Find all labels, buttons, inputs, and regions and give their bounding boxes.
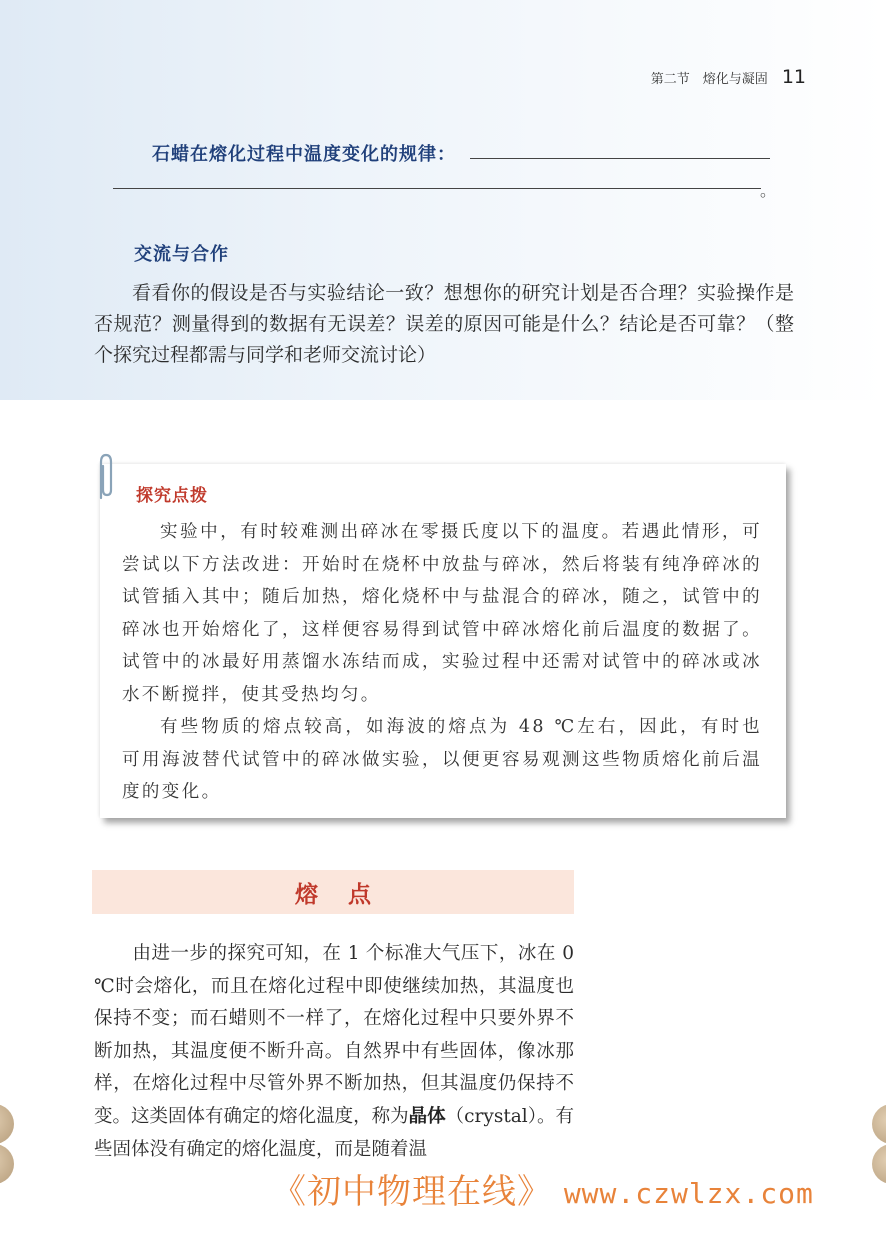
section-heading: 熔点 bbox=[295, 881, 401, 908]
watermark bbox=[272, 1164, 814, 1213]
bold-term-crystal: 晶体 bbox=[408, 1105, 446, 1127]
watermark-name: 《初中物理在线》 bbox=[272, 1172, 552, 1212]
main-body-text bbox=[94, 938, 574, 1166]
rule-prompt: 石蜡在熔化过程中温度变化的规律： bbox=[152, 144, 456, 165]
margin-decoration-circle bbox=[0, 1104, 14, 1144]
margin-decoration-circle bbox=[872, 1144, 886, 1184]
watermark-url: www.czwlzx.com bbox=[563, 1177, 814, 1210]
paperclip-icon bbox=[93, 452, 119, 500]
exchange-title: 交流与合作 bbox=[134, 244, 229, 265]
answer-blank-line-2 bbox=[113, 188, 761, 189]
tip-paragraph: 有些物质的熔点较高，如海波的熔点为 48 ℃左右，因此，有时也可用海波替代试管中的碎冰做实验，以便更容易观测这些物质熔化前后温度的变化。 bbox=[122, 717, 762, 802]
exchange-body: 看看你的假设是否与实验结论一致？想想你的研究计划是否合理？实验操作是否规范？测量得到的数据有无误差？误差的原因可能是什么？结论是否可靠？（整个探究过程都需与同学和老师交流讨论） bbox=[94, 282, 794, 366]
section-header-title: 第二节 熔化与凝固 bbox=[650, 72, 768, 87]
tip-title: 探究点拨 bbox=[136, 486, 208, 506]
tip-paragraph: 实验中，有时较难测出碎冰在零摄氏度以下的温度。若遇此情形，可尝试以下方法改进：开始时在烧杯中放盐与碎冰，然后将装有纯净碎冰的试管插入其中；随后加热，熔化烧杯中与盐混合的碎冰，随之，试管中的碎冰也开始熔化了，这样便容易得到试管中碎冰熔化前后温度的数据了。试管中的冰最好用蒸馏水冻结而成，实验过程中还需对试管中的碎冰或冰水不断搅拌，使其受热均匀。 bbox=[122, 522, 762, 705]
margin-decoration-circle bbox=[872, 1104, 886, 1144]
answer-blank-line-1 bbox=[470, 158, 770, 159]
answer-end-mark: 。 bbox=[760, 181, 777, 200]
margin-decoration-circle bbox=[0, 1144, 14, 1184]
page-header bbox=[651, 66, 806, 88]
tip-body bbox=[122, 516, 762, 809]
main-text-part-2: （crystal）。有些固体没有确定的熔化温度，而是随着温 bbox=[94, 1105, 574, 1160]
main-text-part-1: 由进一步的探究可知，在 1 个标准大气压下，冰在 0 ℃时会熔化，而且在熔化过程中即使继续加热，其温度也保持不变；而石蜡则不一样了，在熔化过程中只要外界不断加热，其温度便不断升高。自然界中有些固体，像冰那样，在熔化过程中尽管外界不断加热，但其温度仍保持不变。这类固体有确定的熔化温度，称为 bbox=[94, 943, 574, 1127]
page-number: 11 bbox=[781, 66, 806, 88]
section-heading-bar bbox=[92, 870, 574, 914]
